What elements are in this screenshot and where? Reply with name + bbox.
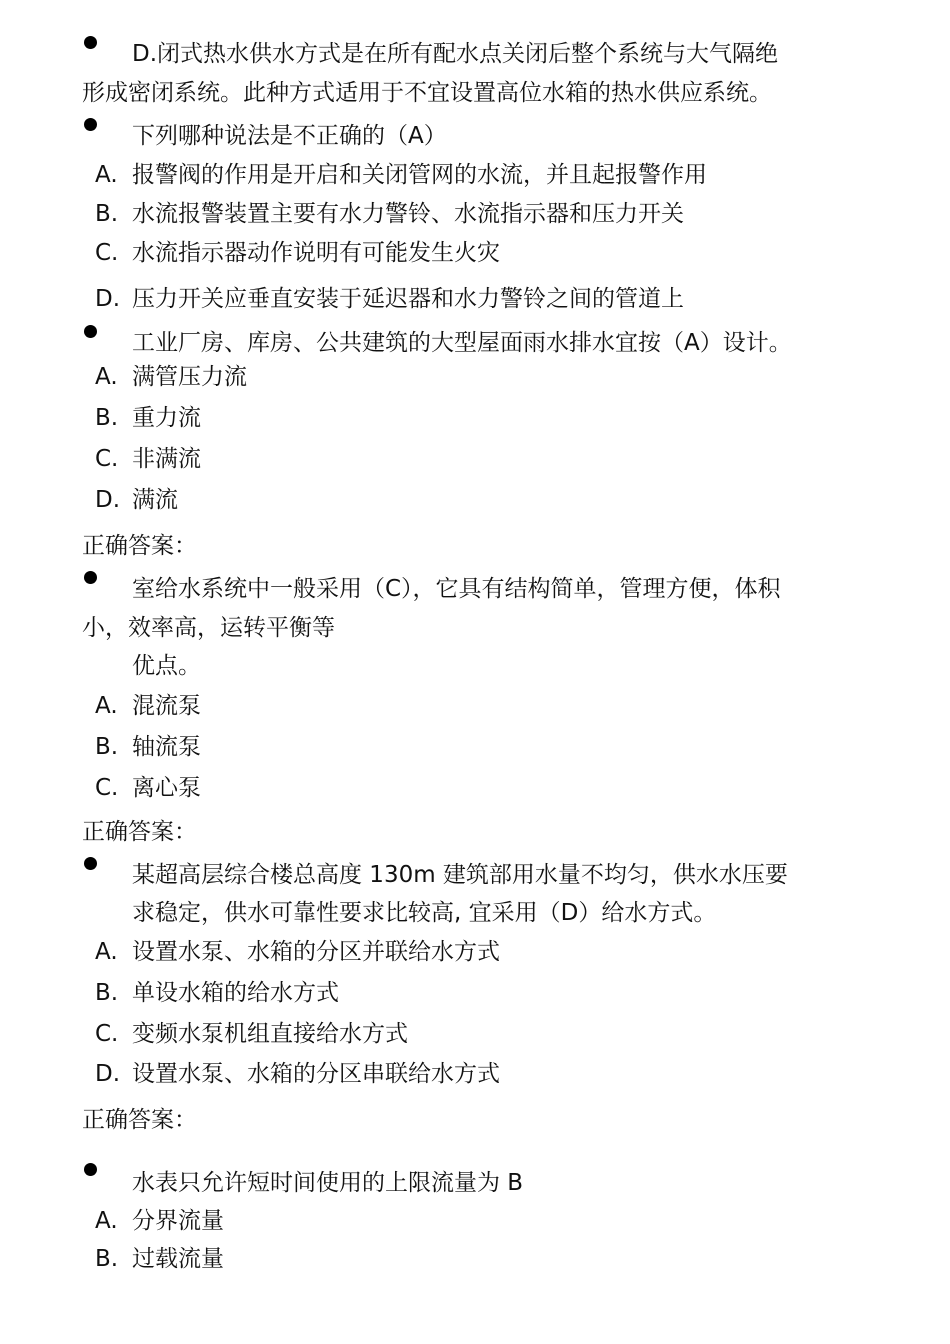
q5-option-c-text: 变频水泵机组直接给水方式: [132, 1021, 408, 1047]
q3-stem: 工业厂房、库房、公共建筑的大型屋面雨水排水宜按（A）设计。: [132, 330, 792, 356]
q4-stem-line-3: 优点。: [132, 653, 201, 679]
q4-option-a-letter: A.: [95, 693, 118, 719]
q5-option-c-letter: C.: [95, 1021, 119, 1047]
q6-stem: 水表只允许短时间使用的上限流量为 B: [132, 1170, 524, 1196]
q5-option-b-text: 单设水箱的给水方式: [132, 980, 339, 1006]
q5-option-b-letter: B.: [95, 980, 119, 1006]
q2-option-b-letter: B.: [95, 201, 119, 227]
bullet-icon: [84, 325, 97, 338]
q5-answer-label: 正确答案：: [82, 1107, 197, 1133]
q6-option-a-letter: A.: [95, 1208, 118, 1234]
q5-stem-line-2: 求稳定，供水可靠性要求比较高, 宜采用（D）给水方式。: [132, 900, 717, 926]
q2-option-c-letter: C.: [95, 240, 119, 266]
q3-option-b-letter: B.: [95, 405, 119, 431]
bullet-icon: [84, 118, 97, 131]
bullet-icon: [84, 1163, 97, 1176]
q4-option-a-text: 混流泵: [132, 693, 201, 719]
q1-line-1: D.闭式热水供水方式是在所有配水点关闭后整个系统与大气隔绝: [132, 41, 779, 67]
q6-option-b-text: 过载流量: [132, 1246, 224, 1272]
q3-option-d-letter: D.: [95, 487, 121, 513]
q6-option-b-letter: B.: [95, 1246, 119, 1272]
q3-option-c-letter: C.: [95, 446, 119, 472]
q5-option-d-text: 设置水泵、水箱的分区串联给水方式: [132, 1061, 500, 1087]
q4-stem-line-2: 小，效率高，运转平衡等: [82, 615, 335, 641]
q2-option-c-text: 水流指示器动作说明有可能发生火灾: [132, 240, 500, 266]
q5-option-a-letter: A.: [95, 939, 118, 965]
q3-option-a-letter: A.: [95, 364, 118, 390]
bullet-icon: [84, 857, 97, 870]
q5-option-d-letter: D.: [95, 1061, 121, 1087]
q3-option-a-text: 满管压力流: [132, 364, 247, 390]
q4-option-c-text: 离心泵: [132, 775, 201, 801]
q3-option-c-text: 非满流: [132, 446, 201, 472]
q4-option-b-letter: B.: [95, 734, 119, 760]
q2-option-a-letter: A.: [95, 162, 118, 188]
q4-answer-label: 正确答案：: [82, 819, 197, 845]
q5-stem-line-1: 某超高层综合楼总高度 130m 建筑部用水量不均匀，供水水压要: [132, 862, 788, 888]
q2-option-d-letter: D.: [95, 286, 121, 312]
q6-option-a-text: 分界流量: [132, 1208, 224, 1234]
q4-option-c-letter: C.: [95, 775, 119, 801]
q4-stem-line-1: 室给水系统中一般采用（C），它具有结构简单，管理方便，体积: [132, 576, 781, 602]
q2-stem: 下列哪种说法是不正确的（A）: [132, 123, 447, 149]
q3-option-d-text: 满流: [132, 487, 178, 513]
q5-option-a-text: 设置水泵、水箱的分区并联给水方式: [132, 939, 500, 965]
q2-option-a-text: 报警阀的作用是开启和关闭管网的水流，并且起报警作用: [132, 162, 707, 188]
q1-line-2: 形成密闭系统。此种方式适用于不宜设置高位水箱的热水供应系统。: [82, 80, 772, 106]
q2-option-d-text: 压力开关应垂直安装于延迟器和水力警铃之间的管道上: [132, 286, 684, 312]
bullet-icon: [84, 36, 97, 49]
q4-option-b-text: 轴流泵: [132, 734, 201, 760]
q2-option-b-text: 水流报警装置主要有水力警铃、水流指示器和压力开关: [132, 201, 684, 227]
q3-answer-label: 正确答案：: [82, 533, 197, 559]
q3-option-b-text: 重力流: [132, 405, 201, 431]
bullet-icon: [84, 571, 97, 584]
